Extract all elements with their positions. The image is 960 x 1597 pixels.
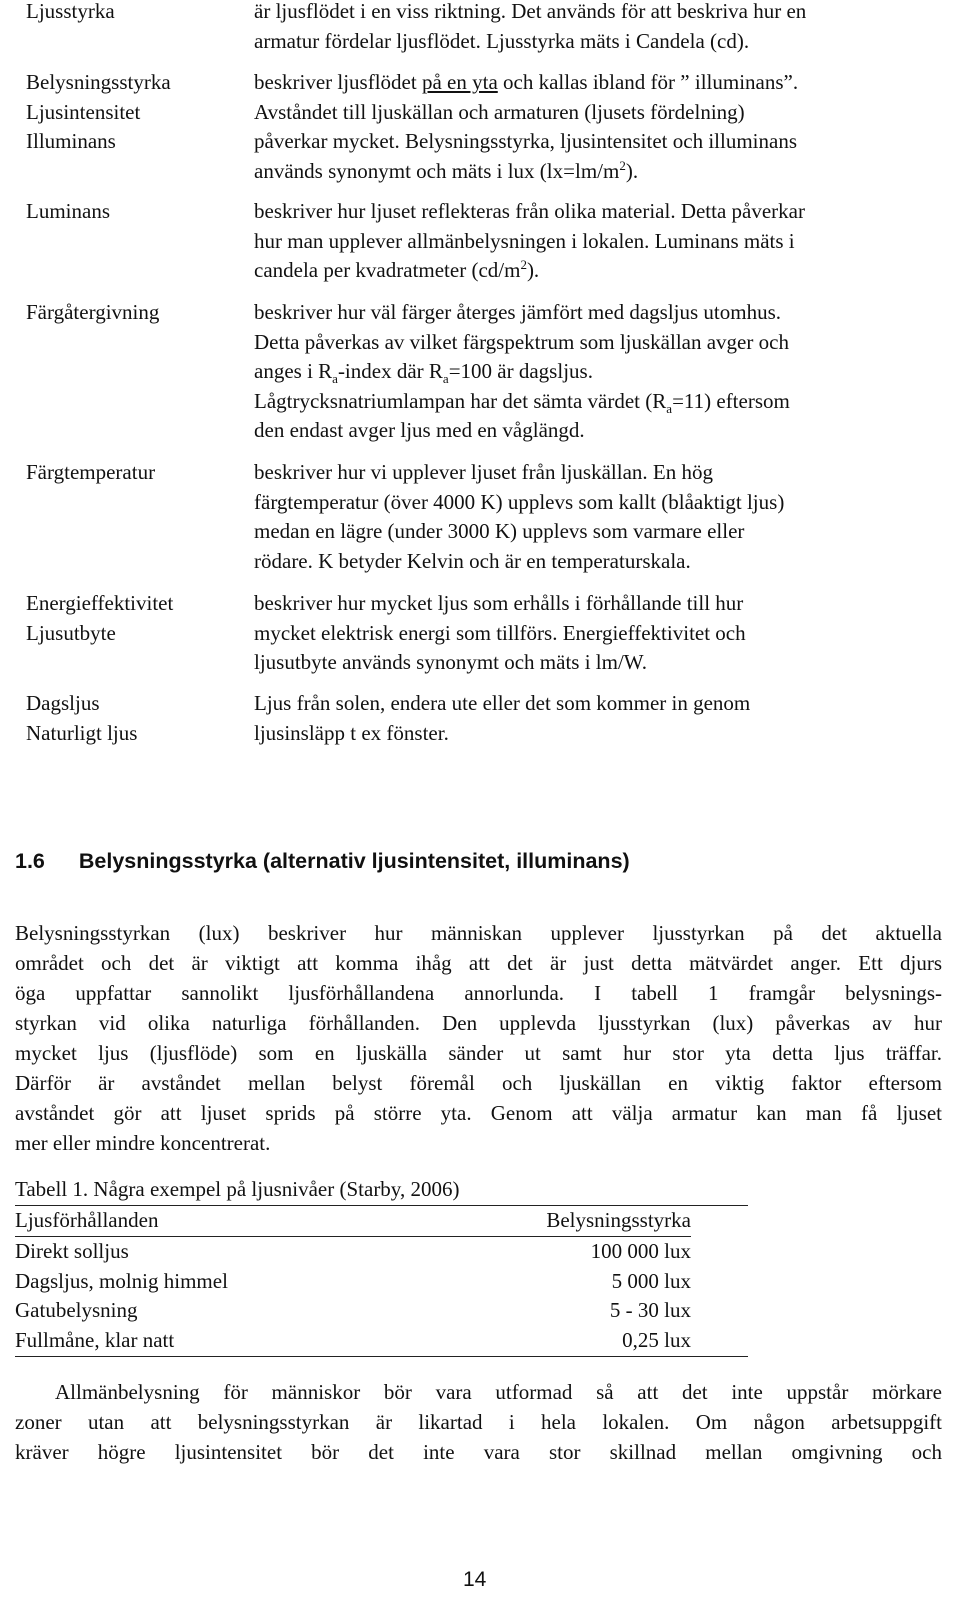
table-cell: 0,25 lux — [622, 1328, 691, 1353]
definition-description: beskriver hur vi upplever ljuset från ljuskällan. En hög färgtemperatur (över 4000 K) upplevs som kallt (blåaktigt ljus) medan en lägre (under 3000 K) upplevs som varmare eller rödare. K betyder Kelvin och är en temperaturskala. — [254, 460, 785, 573]
body-paragraph — [15, 1377, 942, 1467]
section-heading — [15, 849, 630, 874]
definition-term: Ljusstyrka — [26, 0, 115, 23]
definition-description: beskriver hur väl färger återges jämfört med dagsljus utomhus. Detta påverkas av vilket färgspektrum som ljuskällan avger och anges i $R_a$-index där $R_a=100$ är dagsljus. Lågtrycksnatriumlampan har det sämta värdet $(R_a=11)$ eftersom den endast avger ljus med en våglängd. — [254, 300, 790, 442]
section-title: Belysningsstyrka (alternativ ljusintensitet, illuminans) — [78, 849, 630, 873]
paragraph-line: Belysningsstyrkan (lux) beskriver hur människan upplever ljusstyrkan på det aktuella — [15, 921, 942, 945]
definition-description: beskriver hur mycket ljus som erhålls i förhållande till hur mycket elektrisk energi som tillförs. Energieffektivitet och ljusutbyte används synonymt och mäts i lm/W. — [254, 591, 746, 674]
definition-term: Luminans — [26, 199, 110, 223]
table-row — [15, 1296, 691, 1326]
definition-description: beskriver hur ljuset reflekteras från olika material. Detta påverkar hur man upplever allmänbelysningen i lokalen. Luminans mäts i candela per kvadratmeter $(cd/m^2)$. — [254, 199, 805, 282]
table-cell: 5 000 lux — [611, 1268, 691, 1293]
definition-description: beskriver ljusflödet på en yta och kallas ibland för ” illuminans”. Avståndet till ljuskällan och armaturen (ljusets fördelning) påverkar mycket. Belysningsstyrka, ljusintensitet och illuminans används synonymt och mäts i lux $(lx=lm/m^2)$. — [254, 70, 799, 183]
definition-row — [26, 197, 944, 286]
table-row — [15, 1326, 691, 1356]
paragraph-line: öga uppfattar sannolikt ljusförhållandena annorlunda. I tabell 1 framgår belysnings- — [15, 981, 942, 1005]
definition-description: är ljusflödet i en viss riktning. Det används för att beskriva hur en armatur fördelar ljusflödet. Ljusstyrka mäts i Candela (cd). — [254, 0, 807, 53]
paragraph-line: Därför är avståndet mellan belyst föremål och ljuskällan en viktig faktor eftersom — [15, 1071, 942, 1095]
table-header-row — [15, 1206, 691, 1237]
table-row — [15, 1267, 691, 1297]
definition-row — [26, 689, 944, 748]
definition-row — [26, 298, 944, 446]
body-paragraph — [15, 918, 942, 1158]
definition-row — [26, 0, 944, 56]
definition-term: Dagsljus Naturligt ljus — [26, 691, 138, 745]
definition-term: Färgåtergivning — [26, 300, 160, 324]
paragraph-line: området och det är viktigt att komma ihåg att det är just detta mätvärdet anger. Ett djurs — [15, 951, 942, 975]
section-number: 1.6 — [15, 849, 45, 873]
paragraph-line: kräver högre ljusintensitet bör det inte vara stor skillnad mellan omgivning och — [15, 1440, 942, 1464]
definition-term: Belysningsstyrka Ljusintensitet Illuminans — [26, 70, 171, 153]
paragraph-line: mycket ljus (ljusflöde) som en ljuskälla sänder ut samt hur stor yta detta ljus träffar. — [15, 1041, 942, 1065]
definition-term: Energieffektivitet Ljusutbyte — [26, 591, 174, 645]
table-cell: Gatubelysning — [15, 1298, 138, 1323]
table-cell: 5 - 30 lux — [609, 1298, 691, 1323]
definition-description: Ljus från solen, endera ute eller det som kommer in genom ljusinsläpp t ex fönster. — [254, 691, 751, 745]
table-row — [15, 1237, 691, 1267]
table-cell: 100 000 lux — [590, 1238, 691, 1263]
definition-row — [26, 68, 944, 186]
table-cell: Fullmåne, klar natt — [15, 1328, 175, 1353]
table-header-cell: Belysningsstyrka — [546, 1208, 691, 1232]
light-levels-table — [15, 1205, 748, 1357]
paragraph-line: mer eller mindre koncentrerat. — [15, 1131, 271, 1155]
paragraph-line: zoner utan att belysningsstyrkan är likartad i hela lokalen. Om någon arbetsuppgift — [15, 1410, 942, 1434]
page-number: 14 — [463, 1568, 487, 1591]
definition-row — [26, 589, 944, 678]
paragraph-line: avståndet gör att ljuset sprids på större yta. Genom att välja armatur kan man få ljuset — [15, 1101, 942, 1125]
definition-row — [26, 458, 944, 576]
table-cell: Dagsljus, molnig himmel — [15, 1268, 228, 1293]
paragraph-line: styrkan vid olika naturliga förhållanden. Den upplevda ljusstyrkan (lux) påverkas av hur — [15, 1011, 942, 1035]
paragraph-line: Allmänbelysning för människor bör vara utformad så att det inte uppstår mörkare — [55, 1380, 942, 1404]
table-cell: Direkt solljus — [15, 1238, 129, 1263]
definition-term: Färgtemperatur — [26, 460, 156, 484]
table-header-cell: Ljusförhållanden — [15, 1208, 159, 1232]
table-caption: Tabell 1. Några exempel på ljusnivåer (Starby, 2006) — [15, 1177, 460, 1201]
